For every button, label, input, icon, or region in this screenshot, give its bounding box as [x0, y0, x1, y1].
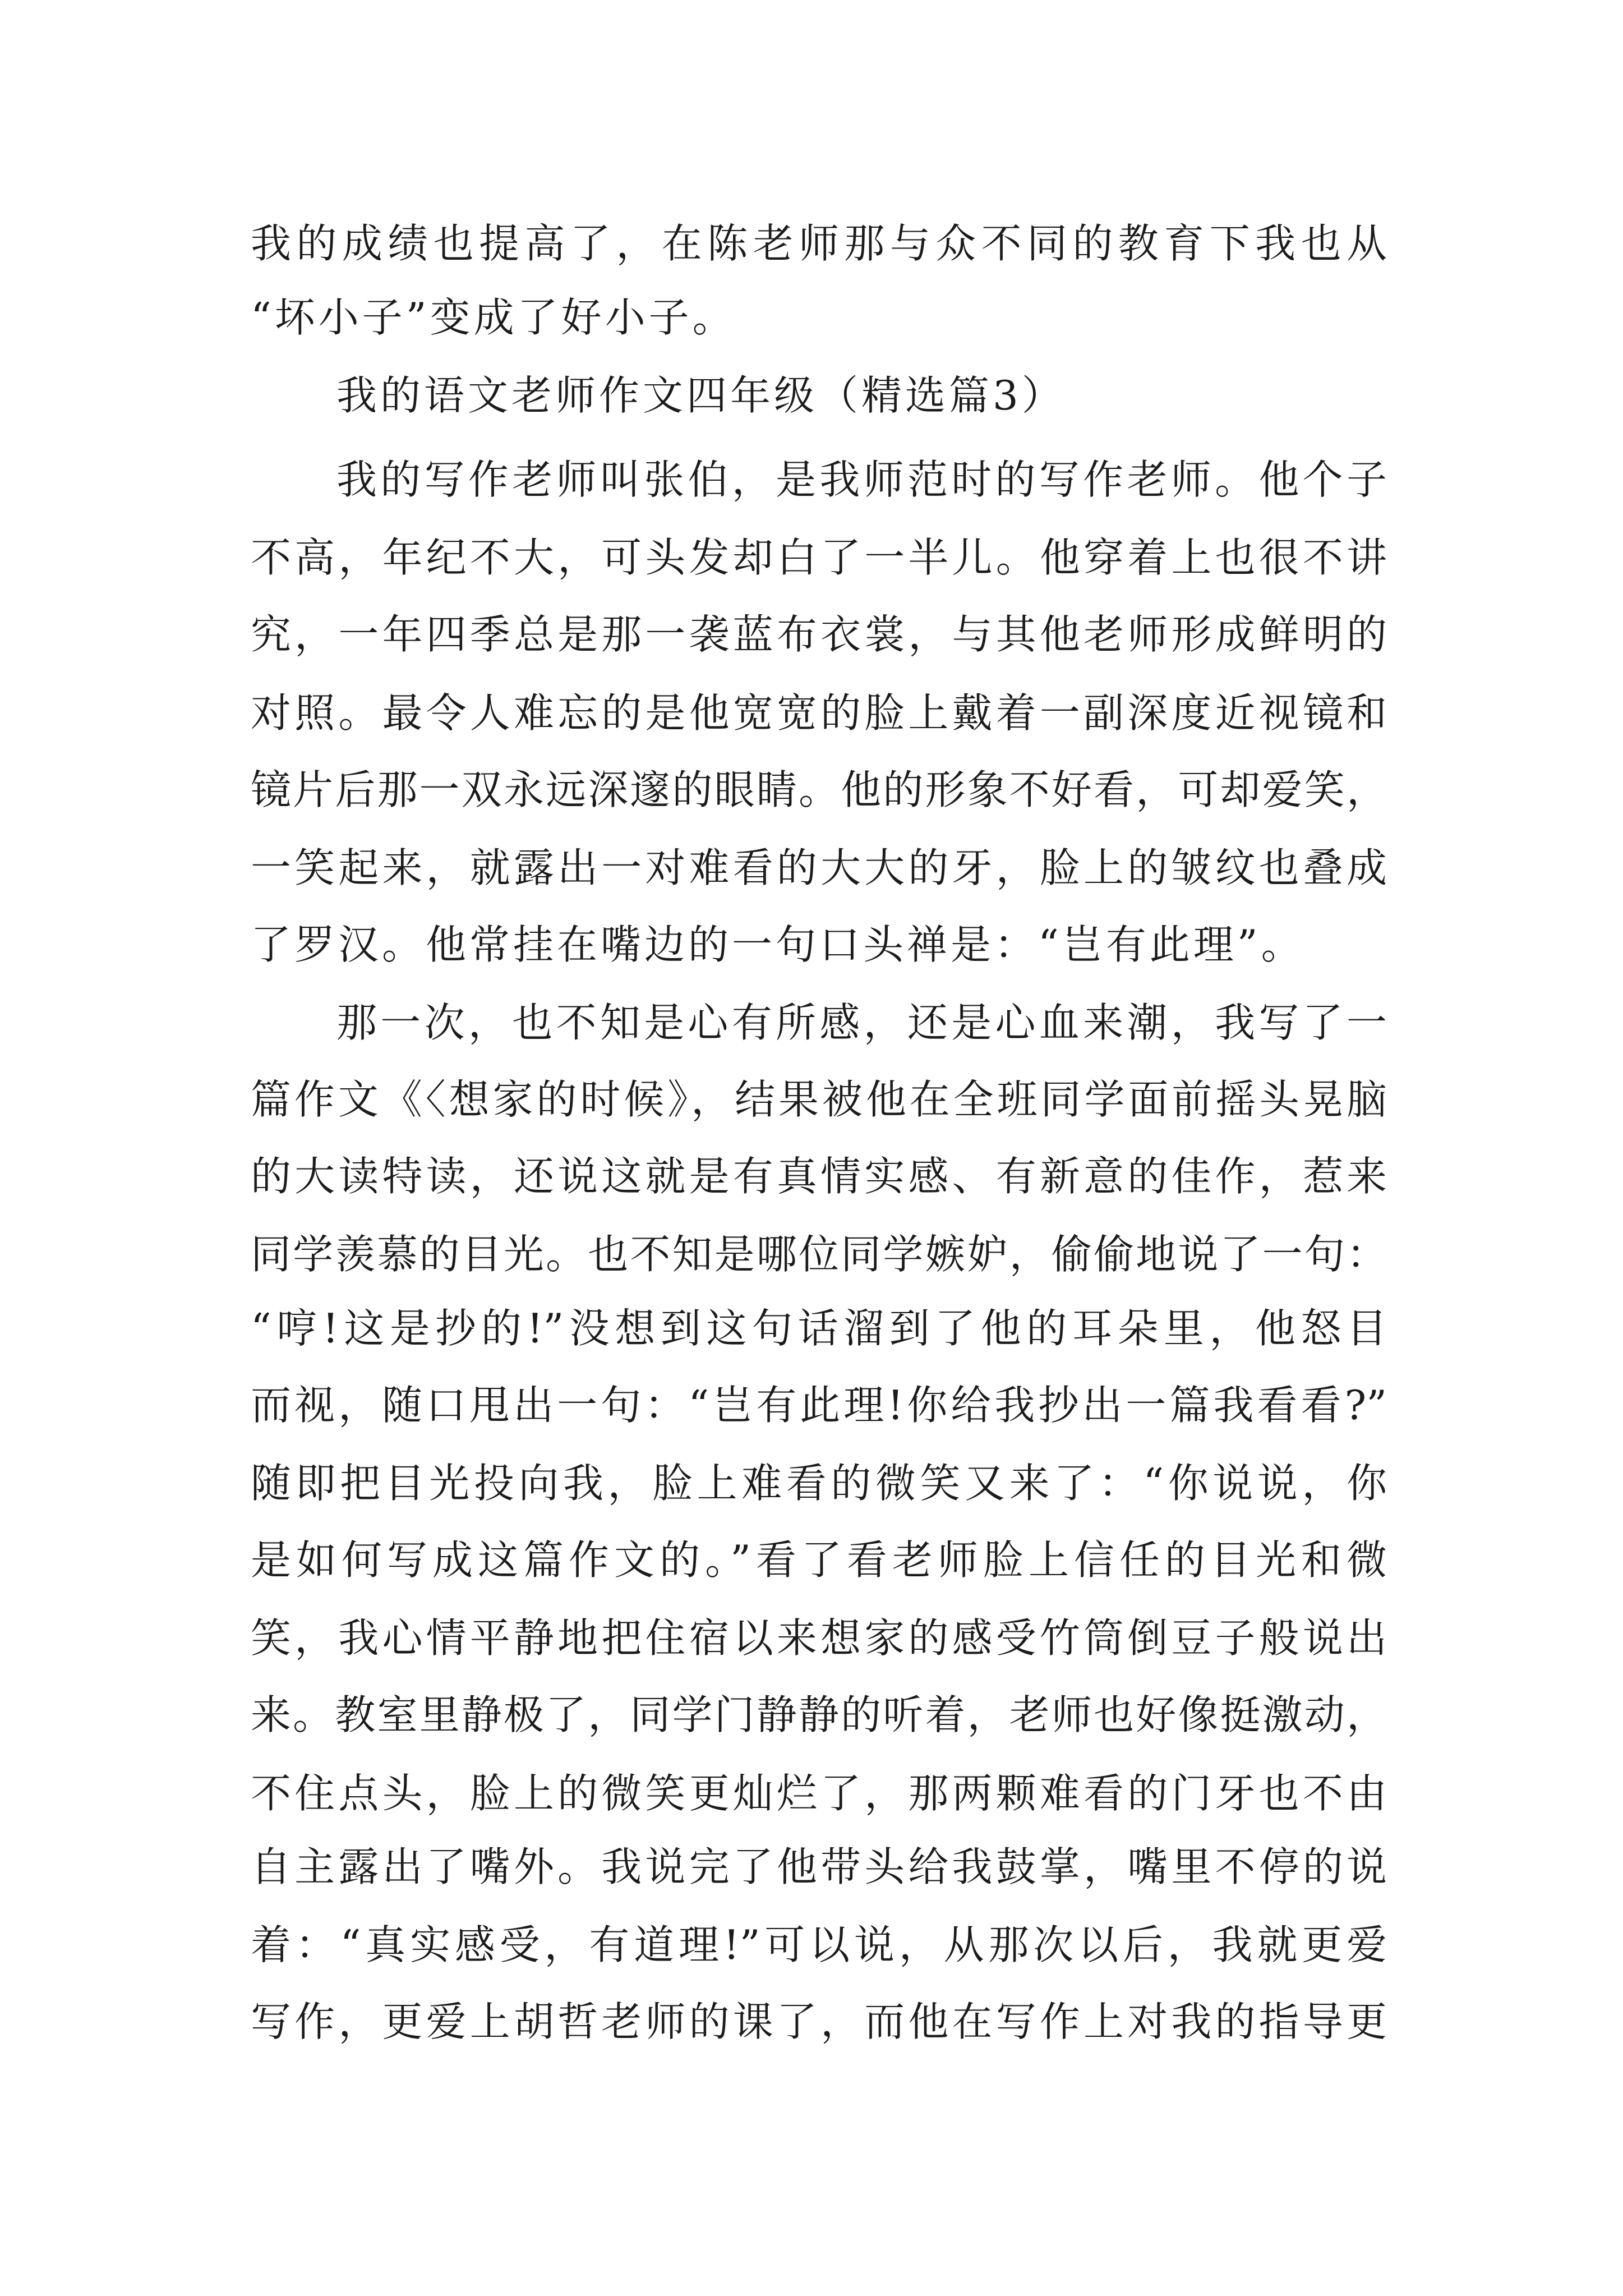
- text-line: 同学羡慕的目光。也不知是哪位同学嫉妒，偷偷地说了一句：: [251, 1231, 1387, 1278]
- text-line: 而视，随口甩出一句：“岂有此理!你给我抄出一篇我看看?”: [251, 1382, 1387, 1429]
- text-line: 一笑起来，就露出一对难看的大大的牙，脸上的皱纹也叠成: [251, 844, 1387, 891]
- text-line: 镜片后那一双永远深邃的眼睛。他的形象不好看，可却爱笑，: [251, 766, 1387, 813]
- section-heading: 我的语文老师作文四年级（精选篇3）: [336, 372, 1066, 419]
- text-line: 不住点头，脸上的微笑更灿烂了，那两颗难看的门牙也不由: [251, 1770, 1387, 1817]
- text-line: 是如何写成这篇作文的。”看了看老师脸上信任的目光和微: [251, 1536, 1387, 1584]
- text-line: “哼!这是抄的!”没想到这句话溜到了他的耳朵里，他怒目: [251, 1305, 1387, 1352]
- text-line: 了罗汉。他常挂在嘴边的一句口头禅是：“岂有此理”。: [251, 921, 1305, 968]
- text-line: 着：“真实感受，有道理!”可以说，从那次以后，我就更爱: [251, 1921, 1387, 1968]
- text-line: 写作，更爱上胡哲老师的课了，而他在写作上对我的指导更: [251, 1998, 1387, 2045]
- text-line: 我的写作老师叫张伯，是我师范时的写作老师。他个子: [336, 456, 1387, 503]
- text-line: “坏小子”变成了好小子。: [251, 294, 736, 341]
- text-line: 对照。最令人难忘的是他宽宽的脸上戴着一副深度近视镜和: [251, 689, 1387, 737]
- text-line: 笑，我心情平静地把住宿以来想家的感受竹筒倒豆子般说出: [251, 1614, 1387, 1662]
- text-line: 自主露出了嘴外。我说完了他带头给我鼓掌，嘴里不停的说: [251, 1843, 1387, 1890]
- text-line: 不高，年纪不大，可头发却白了一半儿。他穿着上也很不讲: [251, 534, 1387, 581]
- text-line: 来。教室里静极了，同学门静静的听着，老师也好像挺激动，: [251, 1691, 1387, 1738]
- text-line: 究，一年四季总是那一袭蓝布衣裳，与其他老师形成鲜明的: [251, 611, 1387, 658]
- text-line: 的大读特读，还说这就是有真情实感、有新意的佳作，惹来: [251, 1153, 1387, 1200]
- text-line: 随即把目光投向我，脸上难看的微笑又来了：“你说说，你: [251, 1460, 1387, 1507]
- text-line: 那一次，也不知是心有所感，还是心血来潮，我写了一: [336, 999, 1387, 1046]
- text-line: 篇作文《〈想家的时候》，结果被他在全班同学面前摇头晃脑: [251, 1076, 1387, 1123]
- text-line: 我的成绩也提高了，在陈老师那与众不同的教育下我也从: [251, 220, 1387, 267]
